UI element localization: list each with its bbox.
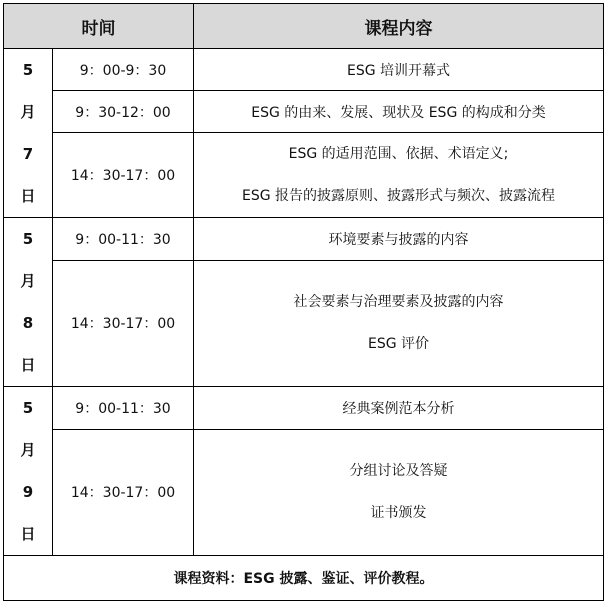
course-materials-note: 课程资料：ESG 披露、鉴证、评价教程。 [4, 556, 604, 601]
header-row [4, 4, 604, 49]
time-cell: 9：00-11：30 [53, 218, 194, 261]
date-char: 日 [20, 356, 36, 374]
date-char: 5 [22, 399, 34, 417]
content-line: 证书颁发 [370, 505, 427, 522]
time-cell: 14：30-17：00 [53, 429, 194, 555]
table-row [4, 218, 604, 261]
content-cell [194, 429, 604, 555]
table-row [4, 91, 604, 133]
date-char: 8 [22, 314, 34, 332]
table-row [4, 429, 604, 555]
date-char: 月 [20, 103, 36, 121]
footer-row [4, 556, 604, 601]
content-header: 课程内容 [194, 4, 604, 49]
table-row [4, 133, 604, 218]
content-cell [194, 260, 604, 386]
content-cell: ESG 的由来、发展、现状及 ESG 的构成和分类 [194, 91, 604, 133]
time-cell: 9：00-11：30 [53, 387, 194, 430]
content-line: 社会要素与治理要素及披露的内容 [293, 294, 504, 311]
time-header: 时间 [4, 4, 194, 49]
table-row [4, 260, 604, 386]
date-char: 日 [20, 187, 36, 205]
date-cell [4, 218, 53, 387]
content-cell: ESG 培训开幕式 [194, 49, 604, 91]
table-row [4, 49, 604, 91]
content-cell: 经典案例范本分析 [194, 387, 604, 430]
time-cell: 14：30-17：00 [53, 133, 194, 218]
date-char: 7 [22, 145, 34, 163]
time-cell: 14：30-17：00 [53, 260, 194, 386]
content-line: 分组讨论及答疑 [349, 463, 448, 480]
date-char: 9 [22, 483, 34, 501]
table-row [4, 387, 604, 430]
content-cell: 环境要素与披露的内容 [194, 218, 604, 261]
date-char: 月 [20, 272, 36, 290]
schedule-table [3, 3, 604, 601]
date-cell [4, 49, 53, 218]
date-cell [4, 387, 53, 556]
content-line: ESG 的适用范围、依据、术语定义; [288, 146, 509, 162]
date-char: 月 [20, 441, 36, 459]
date-char: 5 [22, 230, 34, 248]
time-cell: 9：30-12：00 [53, 91, 194, 133]
time-cell: 9：00-9：30 [53, 49, 194, 91]
content-cell [194, 133, 604, 218]
content-line: ESG 评价 [367, 336, 430, 353]
content-line: ESG 报告的披露原则、披露形式与频次、披露流程 [241, 188, 556, 204]
date-char: 日 [20, 525, 36, 543]
date-char: 5 [22, 61, 34, 79]
